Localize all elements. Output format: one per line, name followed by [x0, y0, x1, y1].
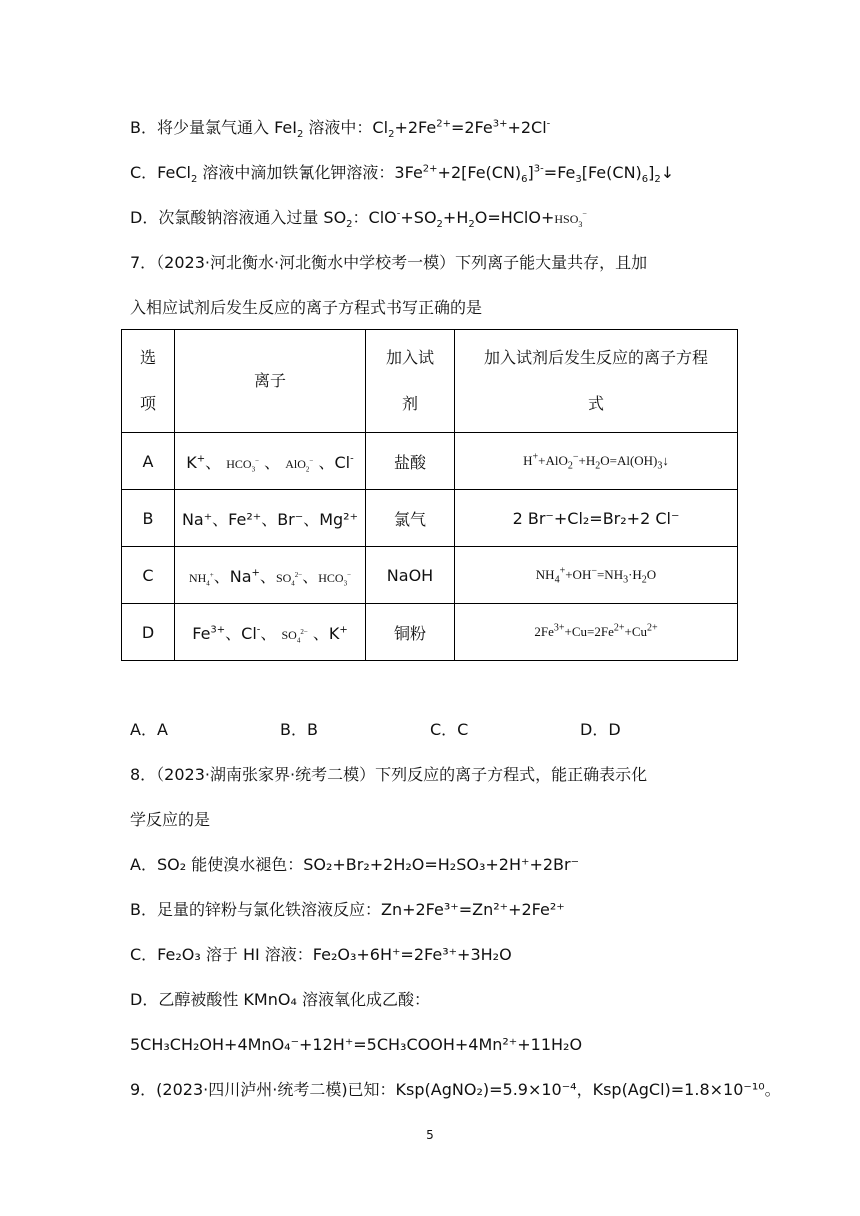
q7-table — [121, 329, 738, 661]
q7-option-c: C．C — [430, 720, 469, 739]
row-ions: $NH_4^+$、Na+、$SO_4^{2-}$、$HCO_3^-$ — [175, 547, 366, 604]
row-ions: Na⁺、Fe²⁺、Br⁻、Mg²⁺ — [175, 490, 366, 547]
q8-option-d-equation: 5CH₃CH₂OH+4MnO₄⁻+12H⁺=5CH₃COOH+4Mn²⁺+11H₂O — [130, 1035, 583, 1054]
row-option: C — [122, 547, 175, 604]
q7-stem-line2: 入相应试剂后发生反应的离子方程式书写正确的是 — [130, 298, 483, 317]
q7-option-b: B．B — [280, 720, 318, 739]
q9-stem-line1: 9．(2023·四川泸州·统考二模)已知：Ksp(AgNO₂)=5.9×10⁻⁴，Ksp(AgCl)=1.8×10⁻¹⁰。 — [130, 1080, 781, 1099]
table-row — [122, 433, 738, 490]
row-ions: $Fe^{3+}$、Cl-、 $SO_4^{2-}$ 、K+ — [175, 604, 366, 661]
q8-option-b: B．足量的锌粉与氯化铁溶液反应：Zn+2Fe³⁺=Zn²⁺+2Fe²⁺ — [130, 900, 565, 919]
row-reagent: 氯气 — [366, 490, 455, 547]
q8-option-a: A．SO₂ 能使溴水褪色：SO₂+Br₂+2H₂O=H₂SO₃+2H⁺+2Br⁻ — [130, 855, 580, 874]
row-reagent: 盐酸 — [366, 433, 455, 490]
table-row — [122, 490, 738, 547]
header-option: 选 项 — [122, 330, 175, 433]
q7-option-d: D．D — [580, 720, 621, 739]
row-reagent: 铜粉 — [366, 604, 455, 661]
table-row — [122, 604, 738, 661]
row-option: D — [122, 604, 175, 661]
q8-option-c: C．Fe₂O₃ 溶于 HI 溶液：Fe₂O₃+6H⁺=2Fe³⁺+3H₂O — [130, 945, 512, 964]
q7-option-a: A．A — [130, 720, 168, 739]
row-option: A — [122, 433, 175, 490]
table-row — [122, 547, 738, 604]
row-option: B — [122, 490, 175, 547]
row-ions: K+、 $HCO_3^-$ 、 AlO$_2$− 、Cl- — [175, 433, 366, 490]
q8-option-d: D．乙醇被酸性 KMnO₄ 溶液氧化成乙酸： — [130, 990, 430, 1009]
row-equation: $2Fe^{3+}+Cu=2Fe^{2+}+Cu^{2+}$ — [455, 604, 738, 661]
row-reagent: NaOH — [366, 547, 455, 604]
page-number: 5 — [426, 1128, 434, 1142]
row-equation: 2 Br⁻+Cl₂=Br₂+2 Cl⁻ — [455, 490, 738, 547]
row-equation: $H^++AlO_2^-+H_2O=Al(OH)_3↓$ — [455, 433, 738, 490]
header-ions: 离子 — [175, 330, 366, 433]
q8-stem-line1: 8．（2023·湖南张家界·统考二模）下列反应的离子方程式，能正确表示化 — [130, 765, 648, 784]
q7-stem-line1: 7．（2023·河北衡水·河北衡水中学校考一模）下列离子能大量共存，且加 — [130, 253, 648, 272]
q6-option-b: B．将少量氯气通入 FeI$_2$ 溶液中：$Cl_2+2Fe^{2+}=2Fe^{3+}+2Cl^-$ — [130, 118, 551, 141]
header-reagent: 加入试 剂 — [366, 330, 455, 433]
header-equation: 加入试剂后发生反应的离子方程 式 — [455, 330, 738, 433]
q8-stem-line2: 学反应的是 — [130, 810, 211, 829]
q6-option-c: C．FeCl$_2$ 溶液中滴加铁氰化钾溶液：$3Fe^{2+}+2[Fe(CN)_6]^{3-}=Fe_3[Fe(CN)_6]_2↓$ — [130, 163, 675, 186]
row-equation: $NH_4^++OH^-=NH_3\cdot H_2O$ — [455, 547, 738, 604]
q6-option-d: D．次氯酸钠溶液通入过量 $SO_2$：$ClO^-+SO_2+H_2O=HClO+HSO_3^-$ — [130, 208, 587, 231]
